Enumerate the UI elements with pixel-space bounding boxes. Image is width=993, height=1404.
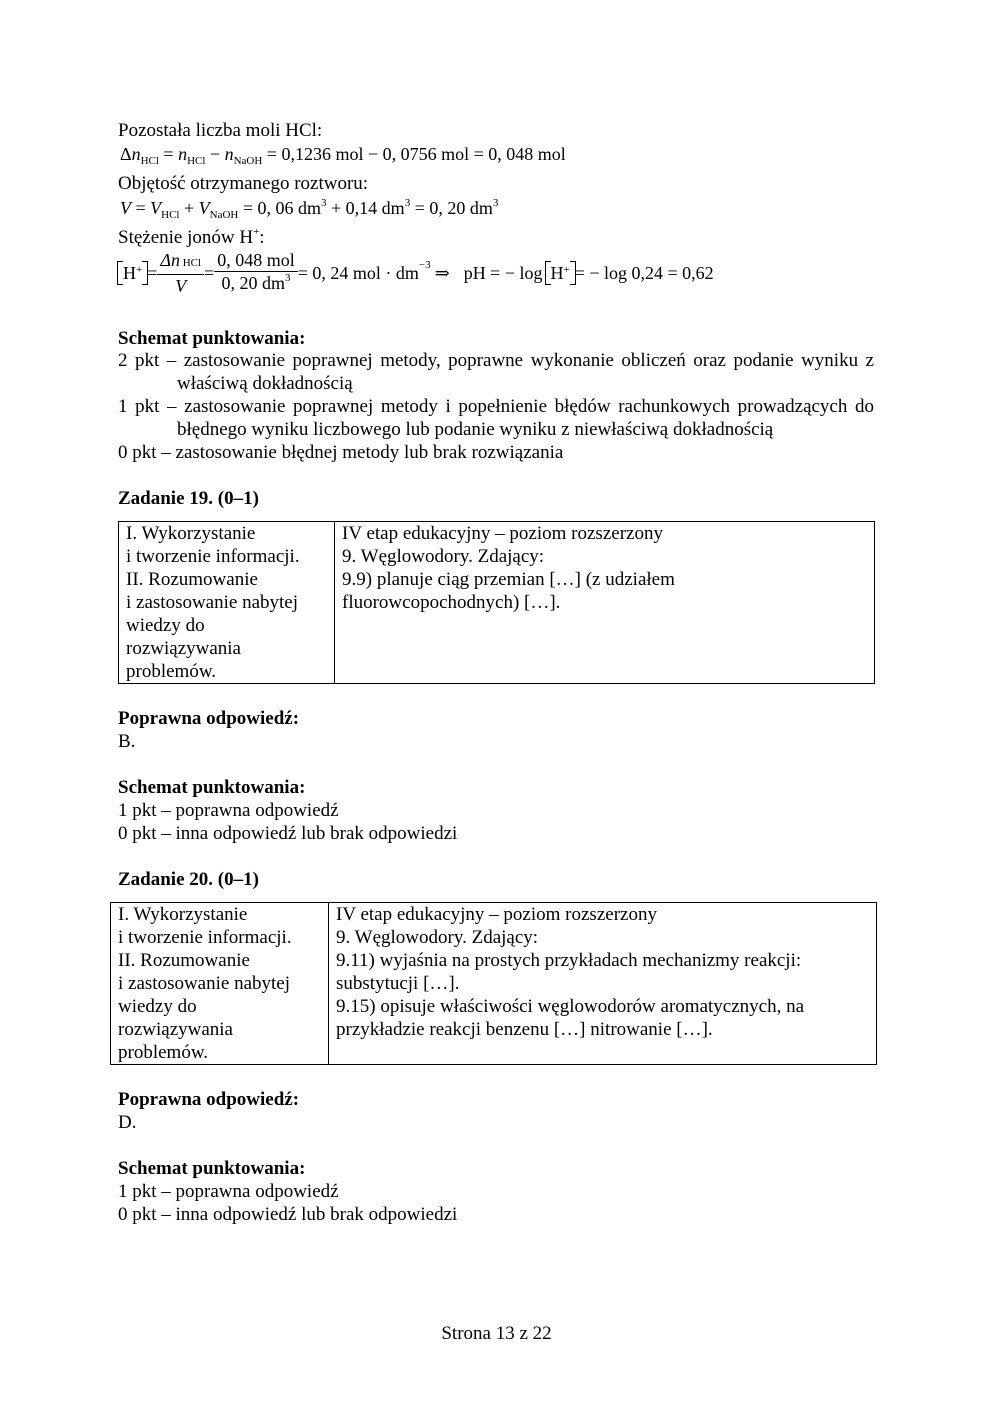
task20-left-line: wiedzy do	[118, 996, 197, 1017]
task19-scheme-row: 0 pkt – inna odpowiedź lub brak odpowiedzi	[118, 823, 458, 844]
task20-left-line: i tworzenie informacji.	[118, 927, 292, 948]
vol-v2: V	[150, 198, 162, 218]
fraction-delta-n-over-v	[157, 249, 204, 297]
volume-equation	[120, 197, 498, 223]
eq-rhs: = 0,1236 mol − 0, 0756 mol = 0, 048 mol	[262, 144, 566, 164]
task19-right-line: fluorowcopochodnych) […].	[342, 592, 561, 613]
frac2-num: 0, 048 mol	[214, 249, 298, 272]
ph-expression: pH = − log	[463, 262, 543, 283]
frac1-den: V	[175, 276, 187, 296]
vol-cube1: 3	[321, 197, 327, 209]
task20-left-line: i zastosowanie nabytej	[118, 973, 291, 994]
eq-n: n	[131, 144, 141, 164]
vol-plus: +	[179, 198, 199, 218]
task20-answer: D.	[118, 1112, 137, 1133]
scheme1-row-text: zastosowanie poprawnej metody i popełnienie błędów rachunkowych prowadzących do błędnego wyniku liczbowego lub podanie wyniku z niewłaściwą dokładnością	[177, 396, 874, 440]
frac2-den: 0, 20 dm	[221, 273, 285, 293]
task20-right-line: przykładzie reakcji benzenu […] nitrowanie […].	[336, 1019, 713, 1040]
frac2-den-sup: 3	[284, 272, 291, 284]
eq-sign: =	[158, 144, 179, 164]
task19-requirements-table	[118, 521, 875, 684]
ph-h-bracket	[546, 262, 575, 284]
vol-sub-hcl: HCl	[161, 209, 180, 221]
scheme1-row-pts: 1 pkt –	[118, 396, 185, 417]
page-number-footer: Strona 13 z 22	[441, 1323, 552, 1344]
vol-v: V	[120, 198, 131, 218]
task19-left-line: i tworzenie informacji.	[126, 546, 300, 567]
scheme1-row	[118, 441, 874, 464]
task19-scheme-heading: Schemat punktowania:	[118, 777, 306, 798]
task20-right-line: 9.15) opisuje właściwości węglowodorów aromatycznych, na	[336, 996, 805, 1017]
vol-v3: V	[198, 198, 210, 218]
implies-arrow: ⇒	[434, 262, 450, 283]
task20-left-line: rozwiązywania	[118, 1019, 233, 1040]
remaining-moles-equation	[120, 143, 566, 169]
fraction-values	[214, 249, 298, 297]
vol-t1: = 0, 06 dm	[238, 198, 322, 218]
task19-right-line: IV etap edukacyjny – poziom rozszerzony	[342, 523, 663, 544]
vol-cube2: 3	[404, 197, 411, 209]
task19-left-cell	[119, 522, 335, 684]
ph-result: = − log 0,24 = 0,62	[574, 262, 714, 283]
task19-answer-heading: Poprawna odpowiedź:	[118, 708, 300, 729]
ph-h-symbol: H	[550, 263, 564, 283]
eq-sub-hcl: HCl	[140, 155, 159, 167]
scheme1-list	[118, 349, 874, 464]
volume-label: Objętość otrzymanego roztworu:	[118, 173, 369, 194]
conc-label-sup: +	[253, 226, 260, 238]
task20-left-cell	[111, 903, 329, 1065]
task19-left-line: problemów.	[126, 661, 217, 682]
scheme1-row-text: zastosowanie błędnej metody lub brak rozwiązania	[175, 442, 564, 463]
scheme1-row	[118, 395, 874, 441]
eq-n2: n	[178, 144, 188, 164]
task19-answer: B.	[118, 731, 136, 752]
conc-result-sup: −3	[418, 258, 431, 271]
task19-right-line: 9.9) planuje ciąg przemian […] (z udziałem	[342, 569, 675, 590]
task20-scheme-row: 1 pkt – poprawna odpowiedź	[118, 1181, 339, 1202]
vol-t2: + 0,14 dm	[326, 198, 405, 218]
h-symbol: H	[123, 263, 136, 283]
vol-t3: = 0, 20 dm	[410, 198, 493, 218]
conc-eq1: =	[147, 262, 158, 283]
task20-scheme-row: 0 pkt – inna odpowiedź lub brak odpowiedzi	[118, 1204, 458, 1225]
scheme1-row-text: zastosowanie poprawnej metody, poprawne wykonanie obliczeń oraz podanie wyniku z właściwą dokładnością	[177, 350, 874, 394]
task20-heading: Zadanie 20. (0–1)	[118, 869, 259, 890]
task20-left-line: I. Wykorzystanie	[118, 904, 248, 925]
conc-label-text: Stężenie jonów H	[118, 227, 254, 248]
scheme1-row-pts: 0 pkt –	[118, 442, 176, 463]
eq-sub-naoh: NaOH	[233, 155, 263, 167]
task20-left-line: II. Rozumowanie	[118, 950, 250, 971]
task19-right-cell	[335, 522, 875, 684]
eq-minus: −	[205, 144, 225, 164]
vol-cube3: 3	[492, 197, 499, 209]
task20-right-line: 9. Węglowodory. Zdający:	[336, 927, 539, 948]
task19-right-line: 9. Węglowodory. Zdający:	[342, 546, 545, 567]
scheme1-row-pts: 2 pkt –	[118, 350, 184, 371]
vol-sub-naoh: NaOH	[209, 209, 239, 221]
task19-left-line: II. Rozumowanie	[126, 569, 258, 590]
eq-n3: n	[224, 144, 234, 164]
vol-eq: =	[131, 198, 151, 218]
h-bracket	[118, 262, 147, 284]
task20-left-line: problemów.	[118, 1042, 209, 1063]
task20-scheme-heading: Schemat punktowania:	[118, 1158, 306, 1179]
ph-h-plus: +	[563, 264, 570, 276]
task20-right-line: substytucji […].	[336, 973, 460, 994]
task19-left-line: rozwiązywania	[126, 638, 241, 659]
task20-right-line: IV etap edukacyjny – poziom rozszerzony	[336, 904, 657, 925]
scheme1-row	[118, 349, 874, 395]
task19-left-line: I. Wykorzystanie	[126, 523, 256, 544]
frac1-num-sub: HCl	[179, 257, 202, 269]
frac1-num: Δn	[160, 250, 180, 270]
remaining-moles-label: Pozostała liczba moli HCl:	[118, 120, 323, 141]
conc-label-end: :	[259, 227, 265, 248]
task19-left-line: i zastosowanie nabytej	[126, 592, 299, 613]
task20-requirements-table	[110, 902, 877, 1065]
conc-result: = 0, 24 mol · dm	[297, 262, 419, 283]
task20-right-cell	[329, 903, 877, 1065]
task19-heading: Zadanie 19. (0–1)	[118, 488, 259, 509]
concentration-equation	[118, 248, 714, 298]
h-plus: +	[136, 264, 143, 276]
eq-delta: Δ	[120, 144, 132, 164]
task19-left-line: wiedzy do	[126, 615, 205, 636]
eq-sub-hcl2: HCl	[187, 155, 206, 167]
conc-eq2: =	[204, 262, 215, 283]
task19-scheme-row: 1 pkt – poprawna odpowiedź	[118, 800, 339, 821]
scheme1-heading: Schemat punktowania:	[118, 328, 306, 349]
task20-answer-heading: Poprawna odpowiedź:	[118, 1089, 300, 1110]
task20-right-line: 9.11) wyjaśnia na prostych przykładach mechanizmy reakcji:	[336, 950, 802, 971]
